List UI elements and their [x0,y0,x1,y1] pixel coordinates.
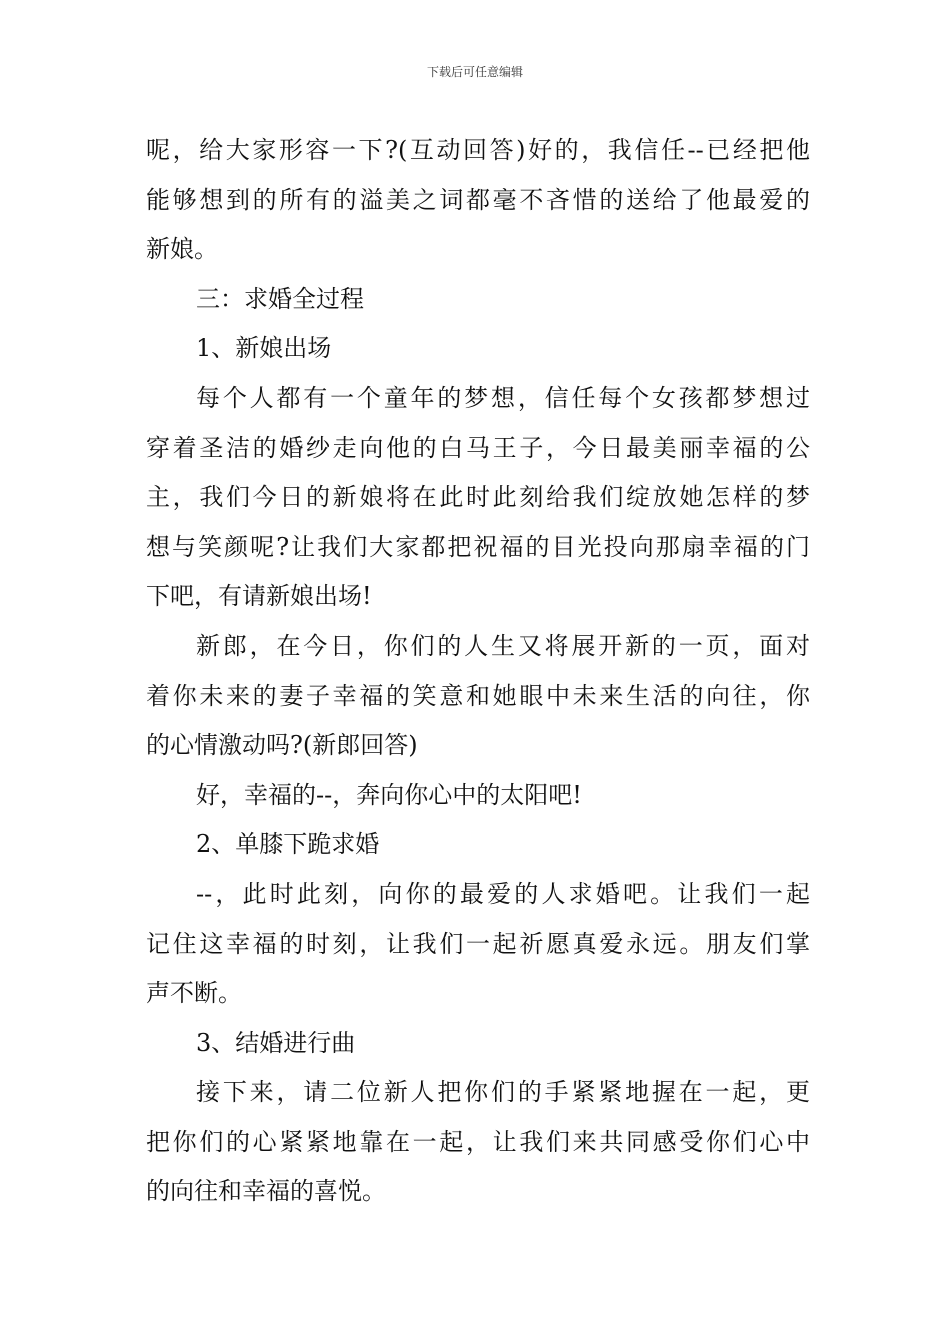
text-line: 记住这幸福的时刻，让我们一起祈愿真爱永远。朋友们掌 [146,929,810,958]
text-line: 新娘。 [146,235,218,264]
text-line: 3、结婚进行曲 [196,1028,356,1057]
text-line: 能够想到的所有的溢美之词都毫不吝惜的送给了他最爱的 [146,185,810,214]
text-line: 每个人都有一个童年的梦想，信任每个女孩都梦想过 [196,383,810,412]
text-line: 好，幸福的--，奔向你心中的太阳吧! [196,780,582,809]
document-body [146,126,810,1217]
text-line: 1、新娘出场 [196,334,332,363]
text-line: 三：求婚全过程 [196,284,364,313]
text-line: 把你们的心紧紧地靠在一起，让我们来共同感受你们心中 [146,1127,810,1156]
text-line: 新郎，在今日，你们的人生又将展开新的一页，面对 [196,631,810,660]
text-line: 主，我们今日的新娘将在此时此刻给我们绽放她怎样的梦 [146,483,810,512]
text-line: 接下来，请二位新人把你们的手紧紧地握在一起，更 [196,1078,810,1107]
text-line: --，此时此刻，向你的最爱的人求婚吧。让我们一起 [196,879,810,908]
text-line: 声不断。 [146,979,242,1008]
text-line: 着你未来的妻子幸福的笑意和她眼中未来生活的向往，你 [146,681,810,710]
text-line: 的心情激动吗?(新郎回答) [146,731,418,760]
text-line: 穿着圣洁的婚纱走向他的白马王子，今日最美丽幸福的公 [146,433,810,462]
text-line: 下吧，有请新娘出场! [146,582,372,611]
text-line: 2、单膝下跪求婚 [196,830,380,859]
text-line: 呢，给大家形容一下?(互动回答)好的，我信任--已经把他 [146,136,810,164]
text-line: 的向往和幸福的喜悦。 [146,1177,386,1206]
text-line: 想与笑颜呢?让我们大家都把祝福的目光投向那扇幸福的门 [146,532,810,561]
page-header-note: 下载后可任意编辑 [426,65,523,79]
